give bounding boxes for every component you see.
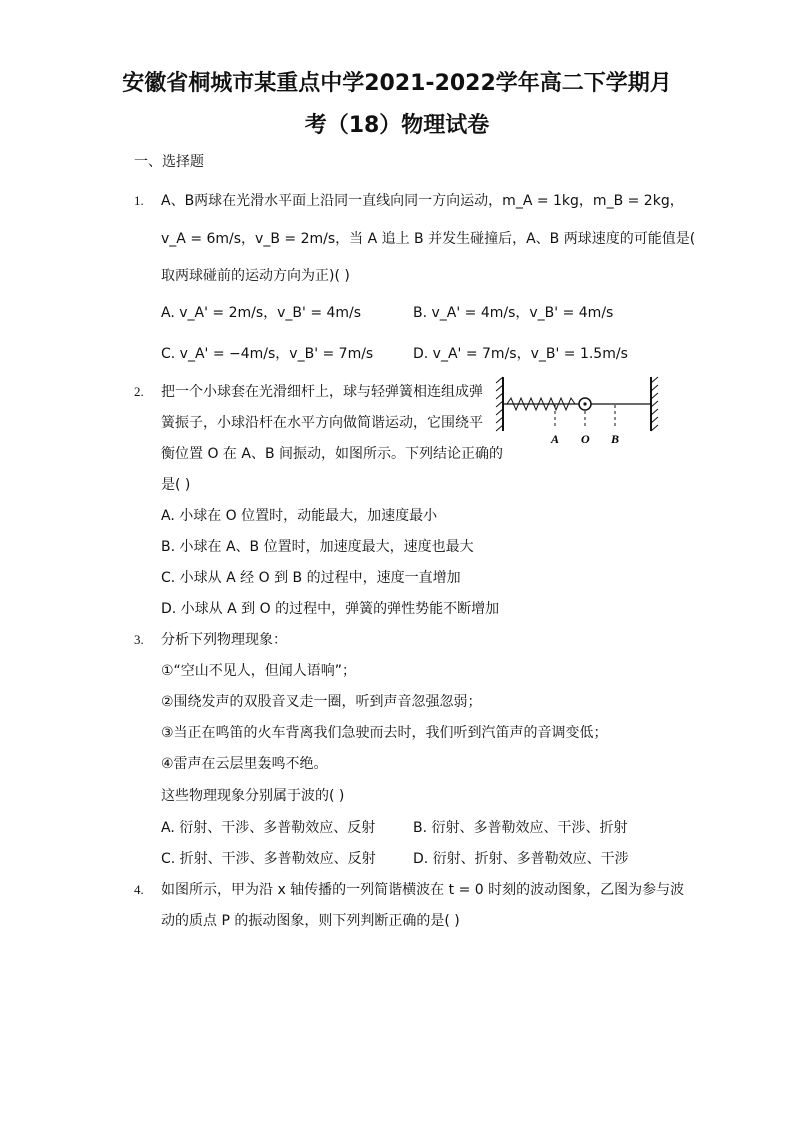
question-4-number: 4. xyxy=(134,882,144,897)
question-3-line-1: 分析下列物理现象： xyxy=(161,632,287,648)
exam-title-line1: 安徽省桐城市某重点中学2021-2022学年高二下学期月 xyxy=(122,71,672,96)
question-2-option-d: D. 小球从 A 到 O 的过程中，弹簧的弹性势能不断增加 xyxy=(161,601,500,617)
exam-title-line2: 考（18）物理试卷 xyxy=(304,113,490,138)
question-1-option-b: B. v_A' = 4m/s，v_B' = 4m/s xyxy=(413,305,614,321)
question-3-item-2: ②围绕发声的双股音叉走一圈，听到声音忽强忽弱； xyxy=(161,694,482,710)
question-3-number: 3. xyxy=(134,632,144,647)
question-3-option-a: A. 衍射、干涉、多普勒效应、反射 xyxy=(161,820,376,836)
question-3-item-3: ③当正在鸣笛的火车背离我们急驶而去时，我们听到汽笛声的音调变低； xyxy=(161,725,608,741)
question-1-option-a: A. v_A' = 2m/s，v_B' = 4m/s xyxy=(161,305,362,321)
question-1-number: 1. xyxy=(134,193,144,208)
label-a: A xyxy=(551,432,560,446)
label-b: B xyxy=(611,432,620,446)
label-o: O xyxy=(581,432,590,446)
question-1-option-c: C. v_A' = −4m/s，v_B' = 7m/s xyxy=(161,346,374,362)
question-2-option-b: B. 小球在 A、B 位置时，加速度最大，速度也最大 xyxy=(161,539,474,555)
question-1-line-2: v_A = 6m/s，v_B = 2m/s，当 A 追上 B 并发生碰撞后，A、B 两球速度的可能值是( xyxy=(161,231,696,247)
spring-oscillator-diagram xyxy=(493,375,663,447)
question-4-line-1: 如图所示，甲为沿 x 轴传播的一列简谐横波在 t = 0 时刻的波动图象，乙图为参与波 xyxy=(161,882,685,898)
section-heading: 一、选择题 xyxy=(134,154,204,170)
question-2-option-a: A. 小球在 O 位置时，动能最大，加速度最小 xyxy=(161,508,438,524)
question-3-option-b: B. 衍射、多普勒效应、干涉、折射 xyxy=(413,820,628,836)
question-3-item-1: ①“空山不见人，但闻人语响”； xyxy=(161,663,357,679)
question-1-line-3: 取两球碰前的运动方向为正)( ) xyxy=(161,268,350,284)
question-1-option-d: D. v_A' = 7m/s，v_B' = 1.5m/s xyxy=(413,346,628,362)
question-2-line-1: 把一个小球套在光滑细杆上，球与轻弹簧相连组成弹 xyxy=(161,384,483,400)
question-2-number: 2. xyxy=(134,384,144,399)
question-2-option-c: C. 小球从 A 经 O 到 B 的过程中，速度一直增加 xyxy=(161,570,461,586)
question-2-line-4: 是( ) xyxy=(161,477,191,493)
question-3-line-2: 这些物理现象分别属于波的( ) xyxy=(161,788,345,804)
question-3-option-d: D. 衍射、折射、多普勒效应、干涉 xyxy=(413,851,629,867)
question-3-option-c: C. 折射、干涉、多普勒效应、反射 xyxy=(161,851,376,867)
question-2-line-2: 簧振子，小球沿杆在水平方向做简谐运动，它围绕平 xyxy=(161,415,483,431)
question-2-line-3: 衡位置 O 在 A、B 间振动，如图所示。下列结论正确的 xyxy=(161,446,504,462)
question-4-line-2: 动的质点 P 的振动图象，则下列判断正确的是( ) xyxy=(161,913,460,929)
question-1-line-1: A、B两球在光滑水平面上沿同一直线向同一方向运动，m_A = 1kg，m_B = 2kg， xyxy=(161,193,684,209)
question-3-item-4: ④雷声在云层里轰鸣不绝。 xyxy=(161,756,328,772)
